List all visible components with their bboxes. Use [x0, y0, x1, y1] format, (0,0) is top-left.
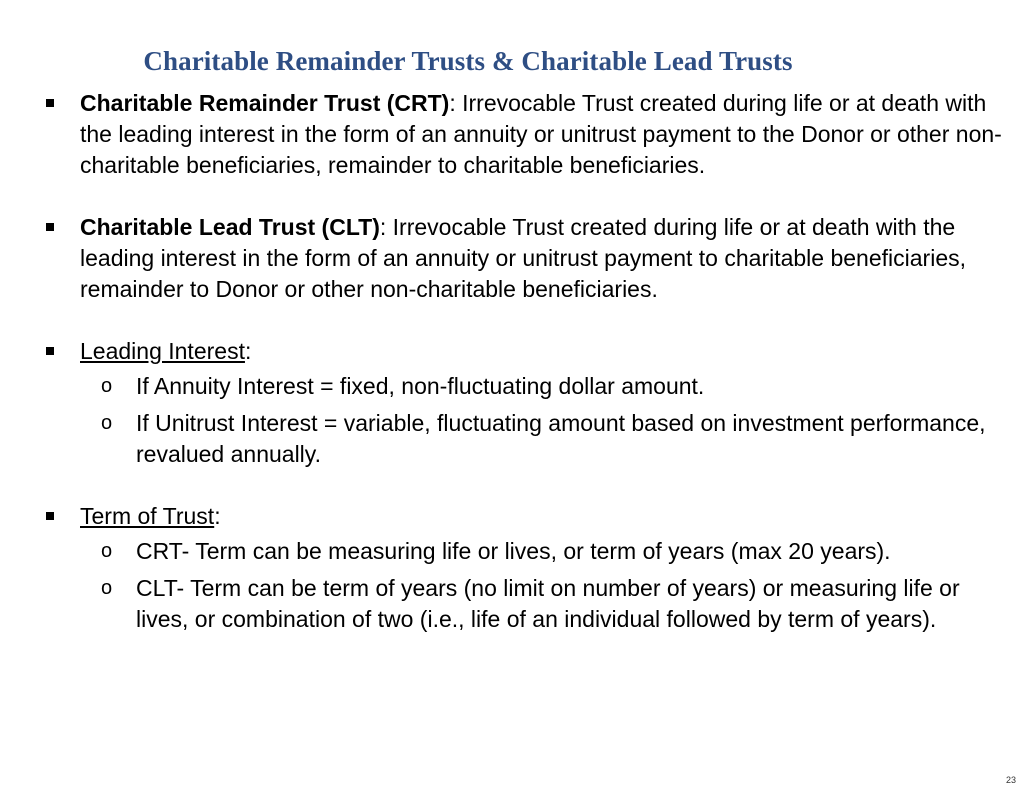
sub-item-text: CRT- Term can be measuring life or lives, or term of years (max 20 years). [136, 538, 891, 564]
square-bullet-icon [46, 512, 54, 520]
sub-item-clt-term [80, 573, 1004, 635]
bullet-leading-interest [44, 336, 1004, 470]
bullet-separator: : [379, 214, 387, 240]
bullet-text: Irrevocable Trust created during life or at death with the leading interest in the form of an annuity or unitrust payment to charitable beneficiaries, remainder to Donor or other non-charitable beneficiaries. [80, 214, 966, 302]
bullet-term-of-trust [44, 501, 1004, 635]
circle-bullet-icon: o [101, 375, 113, 397]
sub-item-unitrust [80, 408, 1004, 470]
bullet-term: Term of Trust [80, 503, 215, 529]
square-bullet-icon [46, 347, 54, 355]
bullet-separator: : [449, 90, 456, 116]
circle-bullet-icon: o [101, 412, 113, 434]
page-number: 23 [1005, 775, 1016, 785]
square-bullet-icon [46, 99, 54, 107]
bullet-term: Leading Interest [80, 338, 245, 364]
circle-bullet-icon: o [101, 540, 113, 562]
bullet-clt [44, 212, 1004, 305]
circle-bullet-icon: o [101, 577, 113, 599]
sub-item-text: If Annuity Interest = fixed, non-fluctuating dollar amount. [136, 373, 705, 399]
slide-title: Charitable Remainder Trusts & Charitable Lead Trusts [143, 46, 793, 76]
bullet-text: Irrevocable Trust created during life or at death with the leading interest in the form of an annuity or unitrust payment to the Donor or other non-charitable beneficiaries, remainder to charitable beneficiaries. [80, 90, 1002, 178]
bullet-separator: : [244, 338, 252, 364]
sub-item-text: If Unitrust Interest = variable, fluctuating amount based on investment performance, revalued annually. [136, 410, 986, 467]
sub-list [80, 536, 1004, 635]
sub-item-crt-term [80, 536, 1004, 567]
sub-item-annuity [80, 371, 1004, 402]
sub-list [80, 371, 1004, 470]
bullet-separator: : [214, 503, 221, 529]
bullet-term: Charitable Remainder Trust (CRT) [80, 90, 450, 116]
bullet-list [44, 88, 1004, 666]
bullet-crt [44, 88, 1004, 181]
sub-item-text: CLT- Term can be term of years (no limit on number of years) or measuring life or lives, or combination of two (i.e., life of an individual followed by term of years). [136, 575, 960, 632]
square-bullet-icon [46, 223, 54, 231]
bullet-term: Charitable Lead Trust (CLT) [80, 214, 380, 240]
